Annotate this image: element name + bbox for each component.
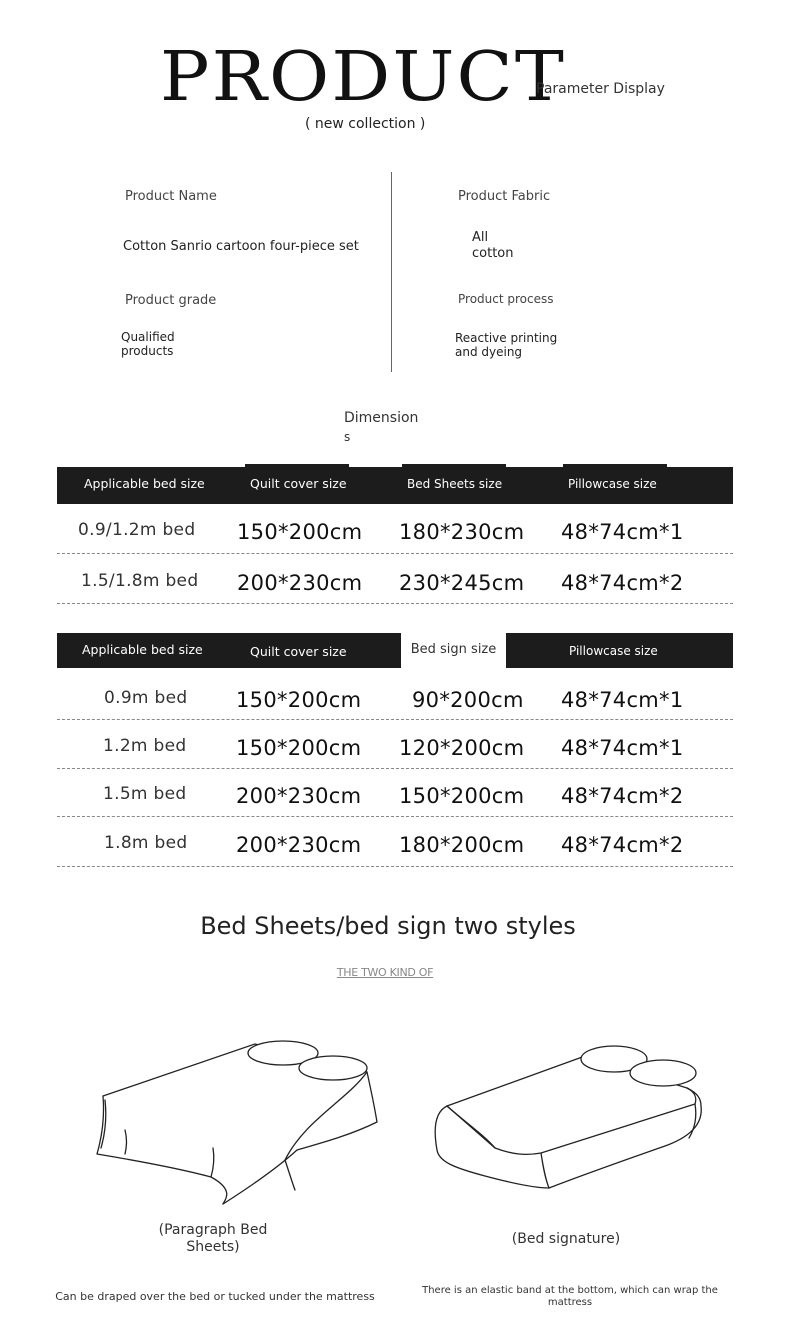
- table-cell: 1.5m bed: [103, 784, 187, 804]
- table-row: [57, 671, 733, 720]
- fitted-note-line-2: mattress: [547, 1297, 593, 1308]
- product-fabric-label: Product Fabric: [458, 189, 551, 204]
- page-title: PRODUCT: [160, 38, 566, 117]
- fitted-sheet-note: [410, 1285, 730, 1309]
- dimensions-line-1: Dimension: [344, 410, 419, 426]
- table-row: [57, 554, 733, 604]
- fitted-note-line-1: There is an elastic band at the bottom, which can wrap the: [422, 1285, 718, 1296]
- fabric-line-1: All: [472, 230, 489, 245]
- header-cell: Quilt cover size: [250, 476, 347, 491]
- header-cell: Quilt cover size: [250, 644, 347, 659]
- grade-line-1: Qualified: [121, 330, 175, 344]
- table-cell: 180*230cm: [399, 520, 525, 544]
- table-cell: 48*74cm*2: [561, 571, 684, 595]
- flat-sheet-note: Can be draped over the bed or tucked under the mattress: [55, 1290, 375, 1303]
- page-subtitle: Parameter Display: [536, 81, 665, 97]
- table-cell: 200*230cm: [237, 571, 363, 595]
- product-name-label: Product Name: [125, 189, 217, 204]
- header-cell: Applicable bed size: [84, 476, 205, 491]
- header-cell: Pillowcase size: [568, 477, 657, 491]
- process-line-1: Reactive printing: [455, 331, 558, 345]
- product-grade-label: Product grade: [125, 293, 217, 308]
- table-cell: 230*245cm: [399, 571, 525, 595]
- table-cell: 150*200cm: [237, 520, 363, 544]
- table-cell: 1.2m bed: [103, 736, 187, 756]
- table-header: [57, 633, 733, 668]
- product-grade-value: [121, 330, 175, 358]
- product-process-value: [455, 331, 557, 359]
- flat-caption-line-1: (Paragraph Bed: [158, 1222, 268, 1238]
- table-row: [57, 504, 733, 554]
- table-cell: 1.8m bed: [104, 833, 188, 853]
- styles-subtitle: THE TWO KIND OF: [336, 966, 434, 979]
- table-cell: 0.9/1.2m bed: [78, 520, 196, 540]
- fitted-sheet-bed-illustration: [425, 1038, 710, 1193]
- table-cell: 1.5/1.8m bed: [81, 571, 199, 591]
- table-row: [57, 720, 733, 769]
- table-cell: 0.9m bed: [104, 688, 188, 708]
- table-cell: 48*74cm*1: [561, 688, 684, 712]
- table-cell: 150*200cm: [399, 784, 525, 808]
- table-row: [57, 769, 733, 817]
- process-line-2: and dyeing: [455, 345, 523, 359]
- table-cell: 200*230cm: [236, 784, 362, 808]
- product-fabric-value: [472, 230, 514, 262]
- divider: [391, 172, 392, 372]
- header-cell: Bed sign size: [401, 633, 506, 668]
- grade-line-2: products: [121, 344, 174, 358]
- table-cell: 48*74cm*1: [561, 520, 684, 544]
- styles-title: Bed Sheets/bed sign two styles: [200, 912, 576, 940]
- table-header: [57, 467, 733, 504]
- dimensions-heading: [344, 409, 418, 447]
- header-cell: Bed Sheets size: [407, 477, 503, 491]
- table-cell: 150*200cm: [236, 688, 362, 712]
- flat-sheet-bed-illustration: [85, 1030, 385, 1205]
- table-cell: 150*200cm: [236, 736, 362, 760]
- product-name-value: Cotton Sanrio cartoon four-piece set: [123, 239, 359, 254]
- flat-caption-line-2: Sheets): [186, 1239, 240, 1255]
- table-cell: 48*74cm*1: [561, 736, 684, 760]
- fitted-sheet-caption: (Bed signature): [511, 1231, 621, 1247]
- table-cell: 90*200cm: [412, 688, 524, 712]
- table-row: [57, 817, 733, 867]
- table-cell: 180*200cm: [399, 833, 525, 857]
- table-cell: 120*200cm: [399, 736, 525, 760]
- header-cell: Pillowcase size: [569, 644, 658, 658]
- table-cell: 200*230cm: [236, 833, 362, 857]
- tagline: ( new collection ): [305, 116, 426, 132]
- fabric-line-2: cotton: [472, 246, 514, 261]
- dimensions-line-2: s: [344, 430, 351, 444]
- flat-sheet-caption: [143, 1222, 283, 1256]
- product-process-label: Product process: [458, 292, 554, 306]
- table-cell: 48*74cm*2: [561, 833, 684, 857]
- table-cell: 48*74cm*2: [561, 784, 684, 808]
- header-cell: Applicable bed size: [82, 642, 203, 657]
